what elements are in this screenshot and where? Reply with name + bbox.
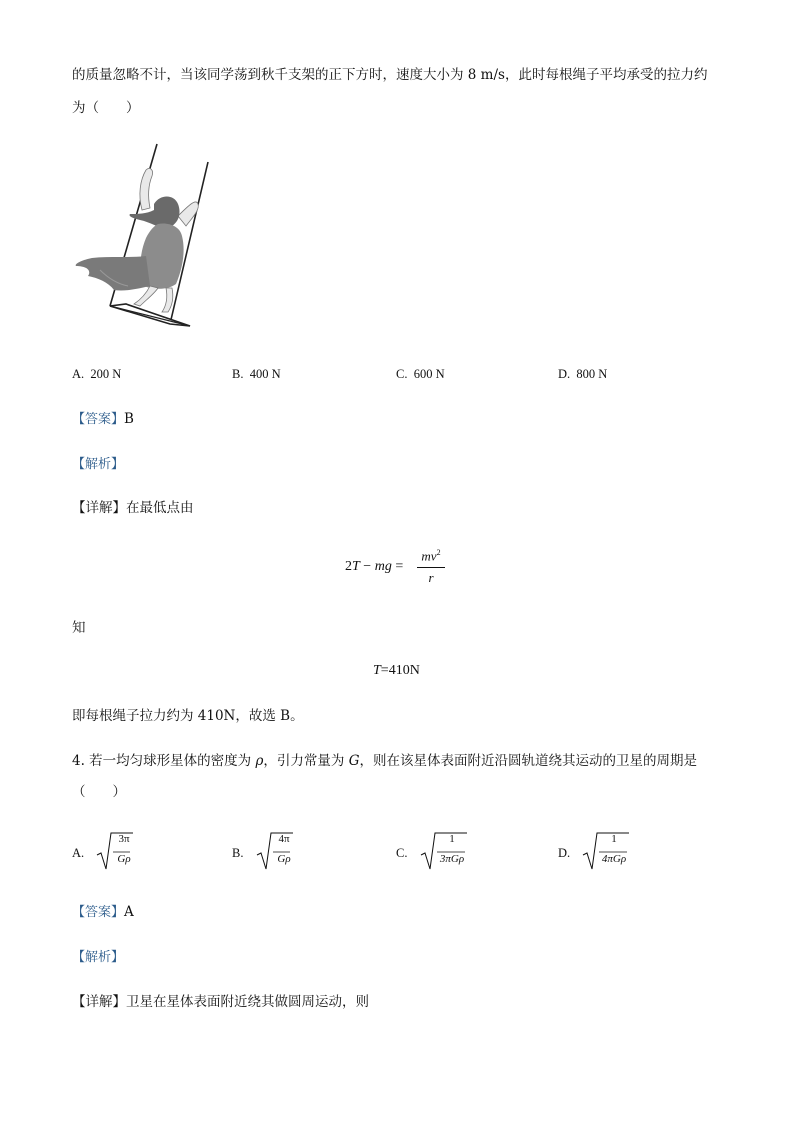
q4-option-b-denominator: Gρ xyxy=(277,853,291,865)
equation-newton-second-law-lhs: 2T − mg = xyxy=(345,559,404,574)
q3-answer-row xyxy=(72,410,134,429)
q4-option-d-letter: D. xyxy=(558,846,571,860)
q4-answer-row xyxy=(72,903,134,922)
q4-option-c-numerator: 1 xyxy=(449,833,455,845)
q3-detail-row xyxy=(72,499,194,517)
equation-fraction-numerator: $mv^2$ xyxy=(421,548,441,564)
q4-option-d-denominator: 4πGρ xyxy=(601,853,627,865)
q3-stem-line2: 为（ ） xyxy=(72,100,140,116)
q4-option-c-denominator: 3πGρ xyxy=(439,853,465,865)
equation-fraction-bar xyxy=(417,567,445,568)
q4-option-a-denominator: Gρ xyxy=(117,853,131,865)
equation-fraction-denominator: r xyxy=(428,570,434,585)
q4-option-b-numerator: 4π xyxy=(278,833,290,845)
q4-option-d-numerator: 1 xyxy=(611,833,617,845)
q4-option-c-letter: C. xyxy=(396,846,408,860)
analysis-tag: 【解析】 xyxy=(72,950,125,965)
q4-option-a-letter: A. xyxy=(72,846,85,860)
q3-option-c: C. 600 N xyxy=(396,367,445,381)
equation-tension-result: T=410N xyxy=(373,663,420,678)
q4-stem-line2: （ ） xyxy=(72,784,126,800)
q3-detail-text: 在最低点由 xyxy=(126,500,194,516)
detail-tag: 【详解】 xyxy=(72,500,126,516)
q4-stem-line1: 4. 若一均匀球形星体的密度为 ρ，引力常量为 G，则在该星体表面附近沿圆轨道绕其运动的卫星的周期是 xyxy=(72,753,697,769)
q4-detail-row xyxy=(72,993,369,1011)
answer-tag: 【答案】 xyxy=(72,905,125,920)
answer-tag: 【答案】 xyxy=(72,412,125,427)
q3-stem-line1: 的质量忽略不计，当该同学荡到秋千支架的正下方时，速度大小为 8 m/s，此时每根绳子平均承受的拉力约 xyxy=(72,67,708,83)
q3-option-a: A. 200 N xyxy=(72,367,122,381)
q3-conclusion: 即每根绳子拉力约为 410N，故选 B。 xyxy=(72,708,304,724)
q3-know: 知 xyxy=(72,620,86,636)
analysis-tag: 【解析】 xyxy=(72,457,125,472)
q3-option-d: D. 800 N xyxy=(558,367,608,381)
q4-answer-value: A xyxy=(124,904,134,920)
q3-answer-value: B xyxy=(124,411,134,427)
q4-option-b-letter: B. xyxy=(232,846,244,860)
q3-option-b: B. 400 N xyxy=(232,367,281,381)
q4-analysis-row xyxy=(72,948,124,967)
q3-analysis-row xyxy=(72,455,124,474)
q4-detail-text: 卫星在星体表面附近绕其做圆周运动，则 xyxy=(126,994,369,1010)
detail-tag: 【详解】 xyxy=(72,994,126,1010)
swing-illustration xyxy=(70,140,230,340)
q4-option-a-numerator: 3π xyxy=(118,833,130,845)
